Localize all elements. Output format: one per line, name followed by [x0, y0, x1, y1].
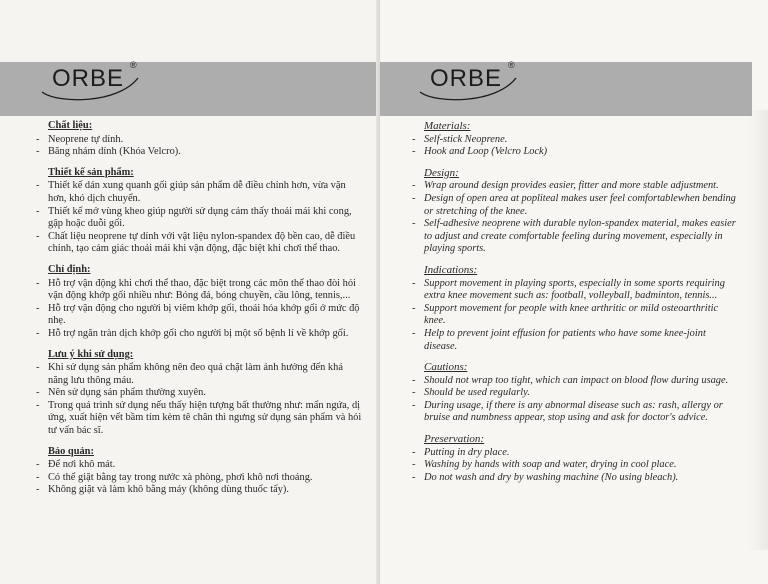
list-item: - Hook and Loop (Velcro Lock): [410, 146, 740, 159]
list-item: - Không giặt và làm khô bằng máy (không dùng thuốc tẩy).: [34, 484, 364, 497]
brand-logo: [38, 60, 148, 96]
list-item: - Hỗ trợ vận động cho người bị viêm khớp gối, thoái hóa khớp gối ở mức độ nhẹ.: [34, 303, 364, 328]
section-title: Lưu ý khi sử dụng:: [48, 348, 134, 360]
list-item: - Help to prevent joint effusion for patients who have some knee-joint disease.: [410, 328, 740, 353]
list-item: - Khi sử dụng sản phẩm không nên đeo quá chặt làm ảnh hưởng đến khả năng lưu thông máu.: [34, 362, 364, 387]
section-preservation-en: [410, 433, 740, 484]
brand-logo: [416, 60, 526, 96]
section-title: Thiết kế sản phẩm:: [48, 166, 134, 178]
list-item: - Should be used regularly.: [410, 387, 740, 400]
section-title: Chất liệu:: [48, 120, 93, 131]
list-item: - Hỗ trợ ngăn tràn dịch khớp gối cho người bị một số bệnh lí về khớp gối.: [34, 328, 364, 341]
section-title: Design:: [424, 166, 459, 179]
section-title: Bảo quản:: [48, 445, 94, 457]
list-item: - Chất liệu neoprene tự dính với vật liệu nylon-spandex độ bền cao, dễ điều chỉnh, tạo cảm giác thoải mái khi vận động, đặc biệt khi chơi thể thao.: [34, 231, 364, 256]
list-item: - Do not wash and dry by washing machine (No using bleach).: [410, 472, 740, 485]
list-item: - Neoprene tự dính.: [34, 134, 364, 147]
list-item: - Putting in dry place.: [410, 447, 740, 460]
page-edge-shadow: [748, 110, 768, 550]
section-title: Chỉ định:: [48, 263, 91, 275]
list-item: - Thiết kế dán xung quanh gối giúp sản phẩm dễ điều chỉnh hơn, vừa vặn hơn, khó dịch chuyển.: [34, 180, 364, 205]
section-title: Materials:: [424, 120, 471, 132]
list-item: - Washing by hands with soap and water, drying in cool place.: [410, 459, 740, 472]
list-item: - Băng nhám dính (Khóa Velcro).: [34, 146, 364, 159]
list-item: - Support movement in playing sports, especially in some sports requiring extra knee movement such as: football, volleyball, badminton, tennis...: [410, 278, 740, 303]
section-design-en: [410, 167, 740, 256]
section-design-vi: [34, 167, 364, 256]
list-item: - During usage, if there is any abnormal disease such as: rash, allergy or bruise and numbness appear, stop using and ask for doctor's advice.: [410, 400, 740, 425]
list-item: - Để nơi khô mát.: [34, 459, 364, 472]
list-item: - Trong quá trình sử dụng nếu thấy hiện tượng bất thường như: mẩn ngứa, dị ứng, xuất hiện vết bầm tím kèm tê chân thì ngưng sử dụng sản phẩm và hỏi tư vấn bác sĩ.: [34, 400, 364, 438]
section-materials-en: [410, 120, 740, 159]
section-title: Indications:: [424, 263, 478, 276]
section-title: Preservation:: [424, 433, 485, 446]
brand-name: ORBE: [52, 65, 125, 92]
section-indications-vi: [34, 264, 364, 341]
right-page: [380, 0, 768, 584]
brand-name: ORBE: [430, 65, 503, 92]
registered-mark: ®: [130, 60, 137, 70]
vietnamese-content: [34, 120, 364, 505]
list-item: - Nên sử dụng sản phẩm thường xuyên.: [34, 387, 364, 400]
registered-mark: ®: [508, 60, 515, 70]
section-cautions-en: [410, 361, 740, 425]
list-item: - Thiết kế mở vùng kheo giúp người sử dụng cảm thấy thoải mái khi cong, gập hoặc duỗi gối.: [34, 206, 364, 231]
list-item: - Wrap around design provides easier, fitter and more stable adjustment.: [410, 180, 740, 193]
list-item: - Hỗ trợ vận động khi chơi thể thao, đặc biệt trong các môn thể thao đòi hỏi vận động khớp gối nhiều như: Bóng đá, bóng chuyền, cầu lông, tennis,...: [34, 278, 364, 303]
list-item: - Self-stick Neoprene.: [410, 134, 740, 147]
section-cautions-vi: [34, 349, 364, 438]
list-item: - Should not wrap too tight, which can impact on blood flow during usage.: [410, 375, 740, 388]
list-item: - Support movement for people with knee arthritic or mild osteoarthritic knee.: [410, 303, 740, 328]
section-preservation-vi: [34, 446, 364, 497]
english-content: [410, 120, 740, 492]
list-item: - Design of open area at popliteal makes user feel comfortablewhen bending or stretching of the knee.: [410, 193, 740, 218]
section-indications-en: [410, 264, 740, 353]
left-page: [0, 0, 380, 584]
section-materials-vi: [34, 120, 364, 159]
list-item: - Có thể giặt bằng tay trong nước xà phòng, phơi khô nơi thoáng.: [34, 472, 364, 485]
list-item: - Self-adhesive neoprene with durable nylon-spandex material, makes easier to adjust and create comfortable feeling during movement, especially in playing sports.: [410, 218, 740, 256]
section-title: Cautions:: [424, 361, 468, 374]
